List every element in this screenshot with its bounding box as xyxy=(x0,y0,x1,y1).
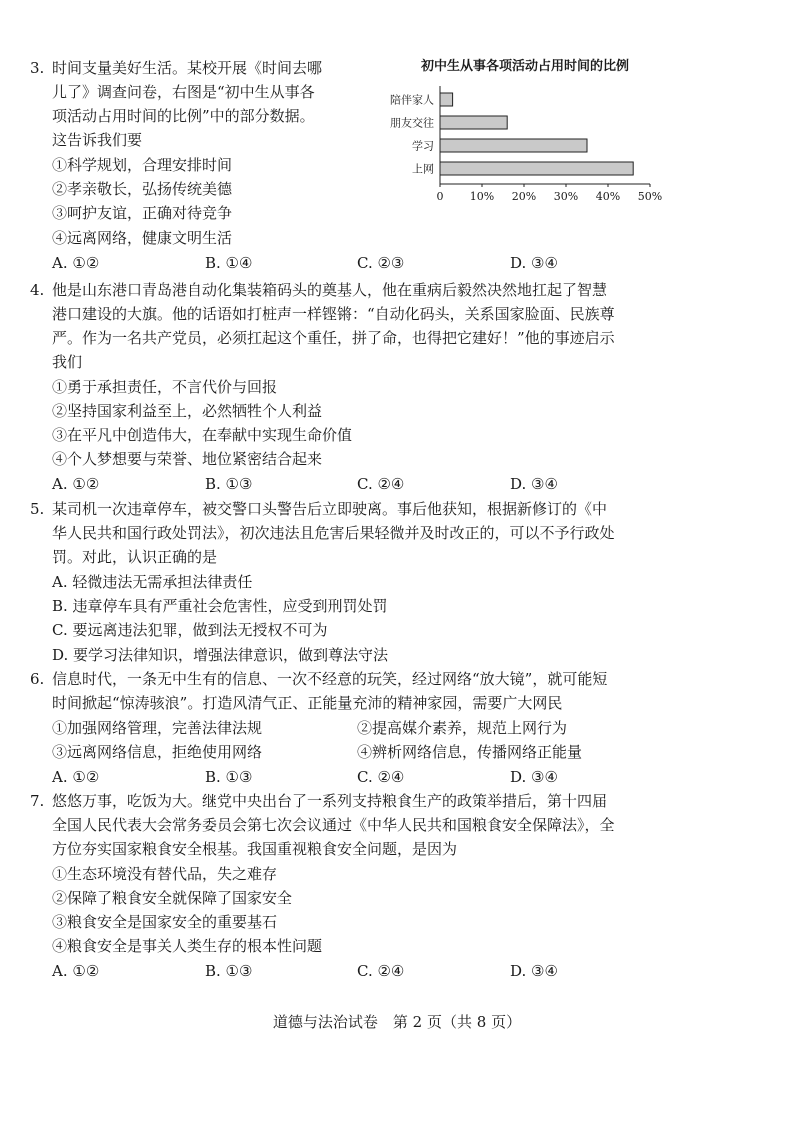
question-text-line: 时间掀起“惊涛骇浪”。打造风清气正、正能量充沛的精神家园，需要广大网民 xyxy=(52,694,563,712)
statement: ④个人梦想要与荣誉、地位紧密结合起来 xyxy=(52,450,323,468)
question-text-line: 全国人民代表大会常务委员会第七次会议通过《中华人民共和国粮食安全保障法》，全 xyxy=(52,816,615,834)
option-a[interactable]: A. ①② xyxy=(52,962,100,980)
option-c[interactable]: C. ②④ xyxy=(357,475,405,493)
statement: ②孝亲敬长，弘扬传统美德 xyxy=(52,180,233,198)
question-text-line: 儿了》调查问卷，右图是“初中生从事各 xyxy=(52,83,315,101)
statement: ③在平凡中创造伟大，在奉献中实现生命价值 xyxy=(52,426,353,444)
option-c[interactable]: C. ②④ xyxy=(357,768,405,786)
option-a[interactable]: A. ①② xyxy=(52,768,100,786)
statement: ②提高媒介素养，规范上网行为 xyxy=(357,719,568,737)
chart-bar xyxy=(440,162,633,175)
question-number: 7. xyxy=(30,792,45,810)
question-text-line: 时间支量美好生活。某校开展《时间去哪 xyxy=(52,59,323,77)
page-footer: 道德与法治试卷 第 2 页（共 8 页） xyxy=(272,1013,522,1031)
x-tick-label: 10% xyxy=(469,190,495,203)
chart-title: 初中生从事各项活动占用时间的比例 xyxy=(420,59,629,74)
statement: ③远离网络信息，拒绝使用网络 xyxy=(52,743,263,761)
chart-bar xyxy=(440,116,507,129)
question-text-line: 他是山东港口青岛港自动化集装箱码头的奠基人，他在重病后毅然决然地扛起了智慧 xyxy=(52,281,608,299)
question-number: 5. xyxy=(30,500,45,518)
choice-c[interactable]: C. 要远离违法犯罪，做到法无授权不可为 xyxy=(52,621,328,639)
question-text-line: 港口建设的大旗。他的话语如打桩声一样铿锵：“自动化码头，关系国家脸面、民族尊 xyxy=(52,305,615,323)
option-d[interactable]: D. ③④ xyxy=(510,768,558,786)
statement: ①加强网络管理，完善法律法规 xyxy=(52,719,263,737)
statement: ②坚持国家利益至上，必然牺牲个人利益 xyxy=(52,402,323,420)
option-b[interactable]: B. ①④ xyxy=(205,254,253,272)
option-c[interactable]: C. ②③ xyxy=(357,254,405,272)
choice-d[interactable]: D. 要学习法律知识，增强法律意识，做到尊法守法 xyxy=(52,646,389,664)
category-label: 学习 xyxy=(412,139,434,153)
statement: ②保障了粮食安全就保障了国家安全 xyxy=(52,889,293,907)
statement: ④远离网络，健康文明生活 xyxy=(52,229,233,247)
option-b[interactable]: B. ①③ xyxy=(205,962,253,980)
question-text-line: 某司机一次违章停车，被交警口头警告后立即驶离。事后他获知，根据新修订的《中 xyxy=(52,500,608,518)
x-tick-label: 30% xyxy=(553,190,579,203)
option-b[interactable]: B. ①③ xyxy=(205,475,253,493)
question-text-line: 严。作为一名共产党员，必须扛起这个重任，拼了命，也得把它建好！”他的事迹启示 xyxy=(52,329,615,347)
statement: ①科学规划，合理安排时间 xyxy=(52,156,233,174)
option-c[interactable]: C. ②④ xyxy=(357,962,405,980)
option-a[interactable]: A. ①② xyxy=(52,254,100,272)
question-text-line: 罚。对此，认识正确的是 xyxy=(52,548,218,566)
x-tick-label: 50% xyxy=(637,190,663,203)
choice-b[interactable]: B. 违章停车具有严重社会危害性，应受到刑罚处罚 xyxy=(52,597,388,615)
statement: ④辨析网络信息，传播网络正能量 xyxy=(357,743,583,761)
option-d[interactable]: D. ③④ xyxy=(510,475,558,493)
statement: ③呵护友谊，正确对待竞争 xyxy=(52,204,233,222)
question-number: 6. xyxy=(30,670,45,688)
choice-a[interactable]: A. 轻微违法无需承担法律责任 xyxy=(52,573,253,591)
question-text-line: 华人民共和国行政处罚法》，初次违法且危害后果轻微并及时改正的，可以不予行政处 xyxy=(52,524,615,542)
x-tick-label: 0 xyxy=(436,190,444,203)
option-a[interactable]: A. ①② xyxy=(52,475,100,493)
statement: ①勇于承担责任，不言代价与回报 xyxy=(52,378,278,396)
question-text-line: 信息时代，一条无中生有的信息、一次不经意的玩笑，经过网络“放大镜”，就可能短 xyxy=(52,670,608,688)
option-b[interactable]: B. ①③ xyxy=(205,768,253,786)
x-tick-label: 20% xyxy=(511,190,537,203)
question-text-line: 这告诉我们要 xyxy=(52,131,143,149)
x-tick-label: 40% xyxy=(595,190,621,203)
question-text-line: 悠悠万事，吃饭为大。继党中央出台了一系列支持粮食生产的政策举措后，第十四届 xyxy=(52,792,608,810)
category-label: 上网 xyxy=(412,162,434,176)
statement: ④粮食安全是事关人类生存的根本性问题 xyxy=(52,937,323,955)
question-text-line: 我们 xyxy=(52,353,83,371)
option-d[interactable]: D. ③④ xyxy=(510,254,558,272)
question-text-line: 项活动占用时间的比例”中的部分数据。 xyxy=(52,107,315,125)
statement: ③粮食安全是国家安全的重要基石 xyxy=(52,913,278,931)
category-label: 朋友交往 xyxy=(390,116,434,130)
chart-bar xyxy=(440,139,587,152)
question-number: 3. xyxy=(30,59,45,77)
statement: ①生态环境没有替代品，失之难存 xyxy=(52,865,278,883)
time-ratio-bar-chart xyxy=(370,80,670,205)
category-label: 陪伴家人 xyxy=(390,93,434,107)
question-text-line: 方位夯实国家粮食安全根基。我国重视粮食安全问题，是因为 xyxy=(52,840,458,858)
option-d[interactable]: D. ③④ xyxy=(510,962,558,980)
chart-bar xyxy=(440,93,453,106)
question-number: 4. xyxy=(30,281,45,299)
